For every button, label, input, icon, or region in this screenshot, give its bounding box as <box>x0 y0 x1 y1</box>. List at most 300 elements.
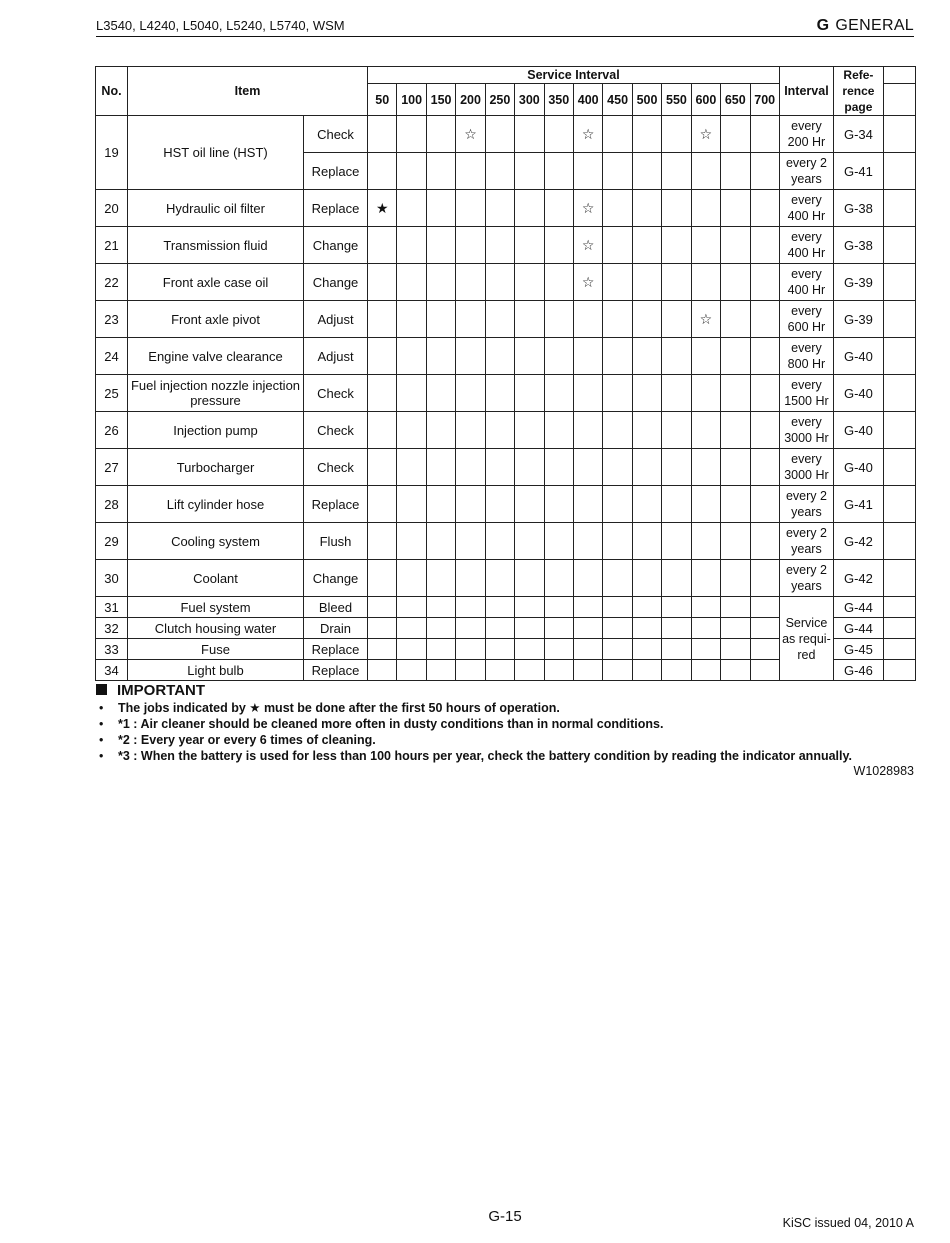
interval-cell <box>573 618 602 639</box>
note-item: • *1 : Air cleaner should be cleaned more often in dusty conditions than in normal conditions. <box>96 716 916 732</box>
col-header-hour-350: 350 <box>544 84 573 116</box>
row-interval: every 2 years <box>779 486 833 523</box>
interval-cell <box>573 639 602 660</box>
interval-cell <box>397 618 426 639</box>
interval-cell <box>368 264 397 301</box>
interval-cell <box>397 375 426 412</box>
interval-cell <box>721 227 750 264</box>
interval-cell <box>603 639 632 660</box>
interval-cell <box>691 597 720 618</box>
service-star-icon: ☆ <box>573 227 602 264</box>
interval-cell <box>632 560 661 597</box>
maintenance-schedule-table <box>95 66 916 681</box>
interval-cell <box>368 153 397 190</box>
interval-cell <box>397 523 426 560</box>
interval-cell <box>397 660 426 681</box>
interval-cell <box>426 153 455 190</box>
header-models: L3540, L4240, L5040, L5240, L5740, WSM <box>96 18 345 33</box>
interval-cell <box>456 597 485 618</box>
interval-cell <box>368 523 397 560</box>
interval-cell <box>691 660 720 681</box>
interval-cell <box>691 523 720 560</box>
interval-cell <box>456 639 485 660</box>
row-item: Front axle case oil <box>128 264 304 301</box>
interval-cell <box>721 190 750 227</box>
interval-cell <box>485 597 514 618</box>
row-interval: every 200 Hr <box>779 116 833 153</box>
interval-cell <box>632 639 661 660</box>
interval-cell <box>368 597 397 618</box>
row-interval: every 2 years <box>779 560 833 597</box>
interval-cell <box>632 523 661 560</box>
row-action: Flush <box>304 523 368 560</box>
interval-cell <box>662 375 691 412</box>
interval-cell <box>632 597 661 618</box>
interval-cell <box>603 338 632 375</box>
interval-cell <box>368 412 397 449</box>
interval-cell <box>573 412 602 449</box>
interval-cell <box>515 301 544 338</box>
interval-cell <box>750 190 779 227</box>
row-action: Change <box>304 227 368 264</box>
interval-cell <box>426 375 455 412</box>
row-item: Cooling system <box>128 523 304 560</box>
interval-cell <box>603 227 632 264</box>
row-blank-cell <box>883 560 915 597</box>
interval-cell <box>544 227 573 264</box>
interval-cell <box>662 412 691 449</box>
interval-cell <box>397 486 426 523</box>
interval-cell <box>662 523 691 560</box>
row-reference: G-42 <box>833 523 883 560</box>
interval-cell <box>515 660 544 681</box>
interval-cell <box>426 486 455 523</box>
row-item: Hydraulic oil filter <box>128 190 304 227</box>
row-blank-cell <box>883 116 915 153</box>
interval-cell <box>397 338 426 375</box>
row-item: HST oil line (HST) <box>128 116 304 190</box>
row-action: Check <box>304 412 368 449</box>
row-number: 20 <box>96 190 128 227</box>
interval-cell <box>721 153 750 190</box>
interval-cell <box>750 375 779 412</box>
interval-cell <box>544 264 573 301</box>
table-row <box>96 486 916 523</box>
interval-cell <box>426 190 455 227</box>
interval-cell <box>662 597 691 618</box>
row-number: 27 <box>96 449 128 486</box>
interval-cell <box>632 301 661 338</box>
interval-cell <box>603 449 632 486</box>
interval-cell <box>426 301 455 338</box>
interval-cell <box>632 227 661 264</box>
interval-cell <box>721 660 750 681</box>
row-number: 25 <box>96 375 128 412</box>
row-action: Adjust <box>304 338 368 375</box>
interval-cell <box>397 264 426 301</box>
interval-cell <box>485 227 514 264</box>
row-interval: every 600 Hr <box>779 301 833 338</box>
row-item: Turbocharger <box>128 449 304 486</box>
row-action: Replace <box>304 660 368 681</box>
row-number: 33 <box>96 639 128 660</box>
col-header-blank-top <box>883 67 915 84</box>
table-row <box>96 227 916 264</box>
row-interval: every 2 years <box>779 523 833 560</box>
table-row <box>96 264 916 301</box>
interval-cell <box>456 375 485 412</box>
interval-cell <box>544 375 573 412</box>
interval-cell <box>456 523 485 560</box>
interval-cell <box>750 660 779 681</box>
row-blank-cell <box>883 264 915 301</box>
interval-cell <box>632 338 661 375</box>
row-reference: G-44 <box>833 618 883 639</box>
interval-cell <box>397 412 426 449</box>
interval-cell <box>485 639 514 660</box>
row-reference: G-41 <box>833 486 883 523</box>
interval-cell <box>426 639 455 660</box>
table-row <box>96 412 916 449</box>
interval-cell <box>603 560 632 597</box>
interval-cell <box>456 660 485 681</box>
col-header-hour-50: 50 <box>368 84 397 116</box>
row-blank-cell <box>883 449 915 486</box>
interval-cell <box>662 190 691 227</box>
col-header-no: No. <box>96 67 128 116</box>
interval-cell <box>485 153 514 190</box>
service-star-icon: ☆ <box>573 264 602 301</box>
interval-cell <box>544 190 573 227</box>
interval-cell <box>515 412 544 449</box>
square-bullet-icon <box>96 684 107 695</box>
interval-cell <box>485 449 514 486</box>
row-item: Fuse <box>128 639 304 660</box>
interval-cell <box>573 449 602 486</box>
interval-cell <box>485 264 514 301</box>
interval-cell <box>632 116 661 153</box>
interval-cell <box>721 560 750 597</box>
interval-cell <box>750 449 779 486</box>
col-header-hour-550: 550 <box>662 84 691 116</box>
interval-cell <box>662 116 691 153</box>
interval-cell <box>691 560 720 597</box>
interval-cell <box>368 560 397 597</box>
interval-cell <box>368 375 397 412</box>
interval-cell <box>515 618 544 639</box>
row-reference: G-40 <box>833 412 883 449</box>
interval-cell <box>515 560 544 597</box>
row-blank-cell <box>883 639 915 660</box>
interval-cell <box>632 190 661 227</box>
interval-cell <box>662 264 691 301</box>
interval-cell <box>426 412 455 449</box>
interval-cell <box>750 597 779 618</box>
interval-cell <box>544 412 573 449</box>
interval-cell <box>750 227 779 264</box>
interval-cell <box>544 660 573 681</box>
row-reference: G-41 <box>833 153 883 190</box>
interval-cell <box>632 153 661 190</box>
row-action: Change <box>304 264 368 301</box>
row-item: Engine valve clearance <box>128 338 304 375</box>
interval-cell <box>603 301 632 338</box>
interval-cell <box>485 375 514 412</box>
interval-cell <box>397 449 426 486</box>
row-number: 32 <box>96 618 128 639</box>
interval-cell <box>485 190 514 227</box>
header-rule <box>96 36 914 37</box>
row-item: Lift cylinder hose <box>128 486 304 523</box>
interval-cell <box>750 618 779 639</box>
interval-cell <box>721 375 750 412</box>
interval-cell <box>721 618 750 639</box>
interval-cell <box>573 375 602 412</box>
interval-cell <box>426 116 455 153</box>
interval-cell <box>750 301 779 338</box>
row-item: Coolant <box>128 560 304 597</box>
interval-cell <box>632 660 661 681</box>
row-reference: G-46 <box>833 660 883 681</box>
col-header-service-interval: Service Interval <box>368 67 780 84</box>
row-blank-cell <box>883 618 915 639</box>
interval-cell <box>603 375 632 412</box>
row-action: Bleed <box>304 597 368 618</box>
interval-cell <box>456 412 485 449</box>
interval-cell <box>544 523 573 560</box>
interval-cell <box>368 301 397 338</box>
section-letter: G <box>816 17 830 34</box>
col-header-hour-450: 450 <box>603 84 632 116</box>
row-blank-cell <box>883 523 915 560</box>
interval-cell <box>397 227 426 264</box>
interval-cell <box>721 639 750 660</box>
row-blank-cell <box>883 486 915 523</box>
interval-cell <box>662 301 691 338</box>
interval-cell <box>456 264 485 301</box>
interval-cell <box>573 660 602 681</box>
interval-cell <box>368 618 397 639</box>
interval-cell <box>750 486 779 523</box>
interval-cell <box>691 190 720 227</box>
interval-cell <box>485 116 514 153</box>
row-reference: G-38 <box>833 190 883 227</box>
interval-cell <box>397 116 426 153</box>
row-interval: every 3000 Hr <box>779 449 833 486</box>
service-star-icon: ☆ <box>691 116 720 153</box>
interval-cell <box>603 116 632 153</box>
table-row <box>96 338 916 375</box>
note-item: • *2 : Every year or every 6 times of cleaning. <box>96 732 916 748</box>
interval-cell <box>691 264 720 301</box>
interval-cell <box>515 227 544 264</box>
interval-cell <box>544 449 573 486</box>
row-number: 19 <box>96 116 128 190</box>
interval-cell <box>721 597 750 618</box>
row-action: Replace <box>304 153 368 190</box>
interval-cell <box>603 618 632 639</box>
header-section <box>817 17 914 35</box>
col-header-hour-700: 700 <box>750 84 779 116</box>
service-star-icon: ☆ <box>573 190 602 227</box>
row-interval: every 2 years <box>779 153 833 190</box>
row-action: Check <box>304 116 368 153</box>
interval-cell <box>632 412 661 449</box>
interval-cell <box>721 301 750 338</box>
row-reference: G-38 <box>833 227 883 264</box>
row-interval: every 3000 Hr <box>779 412 833 449</box>
interval-cell <box>544 153 573 190</box>
row-number: 24 <box>96 338 128 375</box>
row-number: 28 <box>96 486 128 523</box>
interval-cell <box>368 116 397 153</box>
note-item: • The jobs indicated by ★ must be done after the first 50 hours of operation. <box>96 700 916 716</box>
col-header-item: Item <box>128 67 368 116</box>
interval-cell <box>750 523 779 560</box>
interval-cell <box>515 523 544 560</box>
interval-cell <box>397 153 426 190</box>
interval-cell <box>426 560 455 597</box>
interval-cell <box>456 560 485 597</box>
table-row <box>96 449 916 486</box>
interval-cell <box>515 449 544 486</box>
row-action: Check <box>304 449 368 486</box>
interval-cell <box>426 449 455 486</box>
interval-cell <box>456 301 485 338</box>
interval-cell <box>456 338 485 375</box>
table-row <box>96 560 916 597</box>
interval-cell <box>397 301 426 338</box>
service-star-icon: ★ <box>368 190 397 227</box>
interval-cell <box>485 618 514 639</box>
interval-cell <box>691 639 720 660</box>
row-blank-cell <box>883 190 915 227</box>
interval-cell <box>573 597 602 618</box>
row-item: Injection pump <box>128 412 304 449</box>
interval-cell <box>485 486 514 523</box>
table-row <box>96 190 916 227</box>
interval-cell <box>515 153 544 190</box>
col-header-hour-400: 400 <box>573 84 602 116</box>
interval-cell <box>750 116 779 153</box>
interval-cell <box>750 412 779 449</box>
interval-cell <box>632 375 661 412</box>
row-interval: every 400 Hr <box>779 227 833 264</box>
interval-cell <box>691 153 720 190</box>
col-header-interval: Interval <box>779 67 833 116</box>
interval-cell <box>544 639 573 660</box>
row-blank-cell <box>883 301 915 338</box>
service-star-icon: ☆ <box>691 301 720 338</box>
interval-cell <box>426 660 455 681</box>
row-number: 30 <box>96 560 128 597</box>
interval-cell <box>515 597 544 618</box>
interval-cell <box>691 375 720 412</box>
interval-cell <box>544 560 573 597</box>
row-interval: every 400 Hr <box>779 190 833 227</box>
col-header-hour-200: 200 <box>456 84 485 116</box>
row-reference: G-42 <box>833 560 883 597</box>
interval-cell <box>368 486 397 523</box>
interval-cell <box>544 301 573 338</box>
interval-cell <box>691 618 720 639</box>
interval-cell <box>573 153 602 190</box>
interval-cell <box>662 639 691 660</box>
service-as-required: Service as requi-red <box>779 597 833 681</box>
interval-cell <box>456 190 485 227</box>
interval-cell <box>662 449 691 486</box>
row-reference: G-39 <box>833 264 883 301</box>
row-item: Front axle pivot <box>128 301 304 338</box>
interval-cell <box>750 338 779 375</box>
interval-cell <box>368 660 397 681</box>
interval-cell <box>662 486 691 523</box>
row-number: 34 <box>96 660 128 681</box>
interval-cell <box>691 486 720 523</box>
col-header-hour-250: 250 <box>485 84 514 116</box>
interval-cell <box>750 153 779 190</box>
interval-cell <box>515 639 544 660</box>
row-number: 29 <box>96 523 128 560</box>
issue-info: KiSC issued 04, 2010 A <box>782 1216 914 1230</box>
col-header-hour-500: 500 <box>632 84 661 116</box>
row-number: 21 <box>96 227 128 264</box>
interval-cell <box>397 560 426 597</box>
interval-cell <box>515 116 544 153</box>
col-header-hour-100: 100 <box>397 84 426 116</box>
interval-cell <box>691 449 720 486</box>
document-code: W1028983 <box>853 764 914 778</box>
col-header-hour-650: 650 <box>721 84 750 116</box>
row-interval: every 800 Hr <box>779 338 833 375</box>
interval-cell <box>603 190 632 227</box>
interval-cell <box>603 486 632 523</box>
table-row <box>96 375 916 412</box>
row-reference: G-44 <box>833 597 883 618</box>
row-reference: G-40 <box>833 375 883 412</box>
interval-cell <box>573 560 602 597</box>
row-reference: G-34 <box>833 116 883 153</box>
interval-cell <box>662 338 691 375</box>
row-action: Drain <box>304 618 368 639</box>
interval-cell <box>515 338 544 375</box>
interval-cell <box>544 338 573 375</box>
table-row <box>96 523 916 560</box>
row-reference: G-40 <box>833 449 883 486</box>
interval-cell <box>397 597 426 618</box>
interval-cell <box>603 660 632 681</box>
interval-cell <box>456 227 485 264</box>
interval-cell <box>456 153 485 190</box>
interval-cell <box>632 618 661 639</box>
important-title: IMPORTANT <box>117 682 206 699</box>
row-number: 22 <box>96 264 128 301</box>
interval-cell <box>515 264 544 301</box>
row-blank-cell <box>883 375 915 412</box>
interval-cell <box>397 639 426 660</box>
note-item: • *3 : When the battery is used for less than 100 hours per year, check the battery condition by reading the indicator annually. <box>96 748 916 764</box>
interval-cell <box>750 560 779 597</box>
interval-cell <box>515 190 544 227</box>
interval-cell <box>662 153 691 190</box>
interval-cell <box>544 116 573 153</box>
row-action: Change <box>304 560 368 597</box>
interval-cell <box>662 227 691 264</box>
interval-cell <box>573 486 602 523</box>
row-blank-cell <box>883 338 915 375</box>
interval-cell <box>426 227 455 264</box>
interval-cell <box>368 449 397 486</box>
